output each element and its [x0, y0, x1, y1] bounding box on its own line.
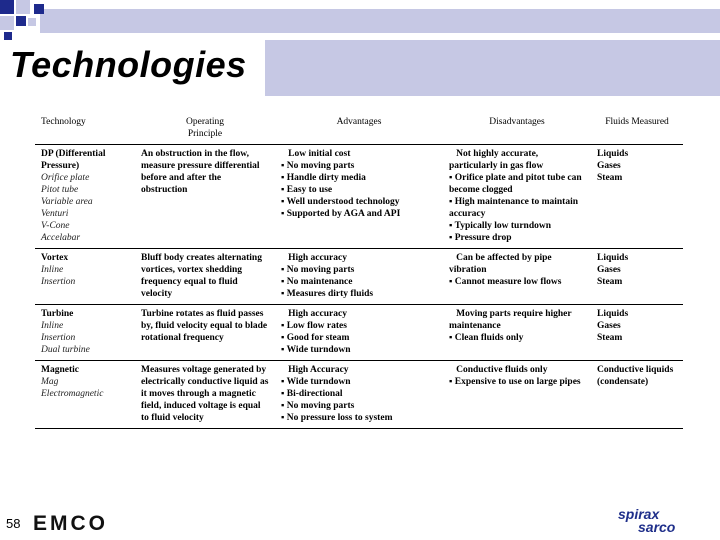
disadvantage-item: [449, 232, 585, 244]
table-row: [35, 305, 683, 361]
advantage-text: High accuracy: [288, 309, 347, 319]
advantage-item: [281, 364, 437, 376]
technology-name: DP (Differential Pressure): [41, 149, 106, 171]
disadvantage-text: Clean fluids only: [454, 333, 524, 343]
advantage-text: No moving parts: [286, 401, 355, 411]
disadvantage-item: [449, 364, 585, 376]
advantage-item: [281, 160, 437, 172]
fluid-item: Steam: [597, 173, 623, 183]
table-row: [35, 361, 683, 429]
bullet-icon: ▪: [449, 377, 455, 387]
advantage-text: Measures dirty fluids: [286, 289, 374, 299]
bullet-icon: ▪: [281, 161, 287, 171]
title-accent-bar: [265, 40, 720, 96]
logo-line-1: spirax: [618, 506, 660, 522]
page-number: 58: [6, 516, 21, 531]
technology-type: Accelabar: [41, 233, 81, 243]
fluid-item: Gases: [597, 265, 621, 275]
advantage-item: [281, 148, 437, 160]
advantages-cell: [275, 145, 443, 249]
header-accent-bar: [40, 9, 720, 33]
bullet-icon: ▪: [449, 233, 455, 243]
disadvantage-text: Typically low turndown: [454, 221, 552, 231]
technologies-table: [35, 113, 683, 429]
fluid-item: Gases: [597, 321, 621, 331]
bullet-icon: ▪: [281, 197, 287, 207]
bullet-icon: ▪: [281, 389, 287, 399]
disadvantage-item: [449, 276, 585, 288]
advantage-item: [281, 400, 437, 412]
fluid-item: Steam: [597, 333, 623, 343]
technology-type: Variable area: [41, 197, 93, 207]
fluids-cell: [591, 249, 683, 305]
advantage-item: [281, 184, 437, 196]
principle-cell: An obstruction in the flow, measure pressure differential before and after the obstruction: [135, 145, 275, 249]
disadvantage-text: Moving parts require higher maintenance: [449, 309, 572, 331]
disadvantage-text: Expensive to use on large pipes: [454, 377, 581, 387]
table-body: [35, 145, 683, 429]
technology-type: V-Cone: [41, 221, 70, 231]
disadvantage-text: Pressure drop: [454, 233, 512, 243]
fluid-item: Gases: [597, 161, 621, 171]
table-row: [35, 249, 683, 305]
disadvantage-item: [449, 308, 585, 332]
header-technology: Technology: [41, 117, 86, 127]
disadvantage-item: [449, 376, 585, 388]
bullet-icon: ▪: [281, 277, 287, 287]
advantage-item: [281, 208, 437, 220]
advantage-item: [281, 172, 437, 184]
advantage-item: [281, 320, 437, 332]
technology-type: Orifice plate: [41, 173, 90, 183]
advantage-text: Bi-directional: [286, 389, 343, 399]
bullet-icon: ▪: [281, 209, 287, 219]
logo-line-2: sarco: [638, 519, 676, 535]
technology-type: Inline: [41, 321, 64, 331]
bullet-icon: ▪: [281, 173, 287, 183]
principle-cell: Turbine rotates as fluid passes by, fluid velocity equal to blade rotational frequency: [135, 305, 275, 361]
header-advantages: Advantages: [336, 117, 382, 127]
bullet-icon: ▪: [281, 265, 287, 275]
fluids-cell: [591, 145, 683, 249]
advantage-text: No moving parts: [286, 161, 355, 171]
advantage-text: Supported by AGA and API: [286, 209, 401, 219]
advantages-cell: [275, 305, 443, 361]
advantage-text: No pressure loss to system: [286, 413, 393, 423]
advantage-text: Low initial cost: [288, 149, 351, 159]
bullet-icon: ▪: [281, 413, 287, 423]
bullet-icon: ▪: [281, 333, 287, 343]
technology-name: Turbine: [41, 309, 74, 319]
advantage-text: High accuracy: [288, 253, 347, 263]
advantages-cell: [275, 249, 443, 305]
advantage-item: [281, 288, 437, 300]
technology-type: Inline: [41, 265, 64, 275]
advantage-text: No moving parts: [286, 265, 355, 275]
advantage-text: Well understood technology: [286, 197, 400, 207]
advantage-item: [281, 252, 437, 264]
technology-type: Electromagnetic: [41, 389, 104, 399]
technology-name: Magnetic: [41, 365, 79, 375]
disadvantage-item: [449, 332, 585, 344]
disadvantage-text: Not highly accurate, particularly in gas flow: [449, 149, 544, 171]
advantage-item: [281, 388, 437, 400]
advantage-text: Easy to use: [286, 185, 333, 195]
disadvantages-cell: [443, 305, 591, 361]
fluid-item: Steam: [597, 277, 623, 287]
disadvantage-text: Conductive fluids only: [456, 365, 548, 375]
advantage-item: [281, 412, 437, 424]
bullet-icon: ▪: [281, 289, 287, 299]
disadvantage-text: Can be affected by pipe vibration: [449, 253, 552, 275]
advantage-item: [281, 344, 437, 356]
table-row: [35, 145, 683, 249]
disadvantages-cell: [443, 249, 591, 305]
advantage-text: Low flow rates: [286, 321, 347, 331]
technology-type: Venturi: [41, 209, 69, 219]
disadvantage-text: Orifice plate and pitot tube can become clogged: [449, 173, 582, 195]
advantage-text: No maintenance: [286, 277, 353, 287]
bullet-icon: ▪: [449, 333, 455, 343]
bullet-icon: ▪: [449, 197, 455, 207]
bullet-icon: ▪: [281, 401, 287, 411]
fluid-item: Liquids: [597, 253, 629, 263]
disadvantage-text: Cannot measure low flows: [454, 277, 562, 287]
disadvantage-item: [449, 148, 585, 172]
disadvantages-cell: [443, 361, 591, 429]
technology-type: Insertion: [41, 333, 76, 343]
disadvantage-item: [449, 220, 585, 232]
bullet-icon: ▪: [281, 345, 287, 355]
emco-logo: EMCO: [33, 512, 108, 535]
table-header-row: [35, 113, 683, 145]
principle-cell: Bluff body creates alternating vortices, vortex shedding frequency equal to fluid velocity: [135, 249, 275, 305]
fluids-cell: [591, 361, 683, 429]
advantages-cell: [275, 361, 443, 429]
advantage-item: [281, 376, 437, 388]
fluid-item: Liquids: [597, 149, 629, 159]
bullet-icon: ▪: [281, 321, 287, 331]
advantage-item: [281, 196, 437, 208]
principle-cell: Measures voltage generated by electrically conductive liquid as it moves through a magnetic field, induced voltage is equal to fluid velocity: [135, 361, 275, 429]
advantage-item: [281, 332, 437, 344]
advantage-text: High Accuracy: [288, 365, 349, 375]
header-operating-principle: Operating Principle: [186, 117, 224, 139]
bullet-icon: ▪: [281, 185, 287, 195]
advantage-item: [281, 264, 437, 276]
slide-title: Technologies: [10, 44, 247, 85]
advantage-item: [281, 276, 437, 288]
disadvantage-item: [449, 196, 585, 220]
technology-type: Dual turbine: [41, 345, 90, 355]
advantage-text: Handle dirty media: [286, 173, 366, 183]
technology-cell: [35, 361, 135, 429]
technology-name: Vortex: [41, 253, 69, 263]
technology-cell: [35, 305, 135, 361]
fluid-item: Liquids: [597, 309, 629, 319]
fluid-item: Conductive liquids (condensate): [597, 365, 674, 387]
bullet-icon: ▪: [449, 221, 455, 231]
header-disadvantages: Disadvantages: [489, 117, 545, 127]
technology-cell: [35, 249, 135, 305]
disadvantages-cell: [443, 145, 591, 249]
advantage-item: [281, 308, 437, 320]
advantage-text: Wide turndown: [286, 345, 351, 355]
disadvantage-item: [449, 252, 585, 276]
disadvantage-text: High maintenance to maintain accuracy: [449, 197, 578, 219]
advantage-text: Good for steam: [286, 333, 350, 343]
technology-type: Pitot tube: [41, 185, 79, 195]
technology-type: Insertion: [41, 277, 76, 287]
bullet-icon: ▪: [281, 377, 287, 387]
fluids-cell: [591, 305, 683, 361]
bullet-icon: ▪: [449, 277, 455, 287]
spirax-sarco-logo: [618, 508, 675, 534]
header-fluids-measured: Fluids Measured: [605, 117, 669, 127]
bullet-icon: ▪: [449, 173, 455, 183]
technology-type: Mag: [41, 377, 59, 387]
technology-cell: [35, 145, 135, 249]
advantage-text: Wide turndown: [286, 377, 351, 387]
disadvantage-item: [449, 172, 585, 196]
